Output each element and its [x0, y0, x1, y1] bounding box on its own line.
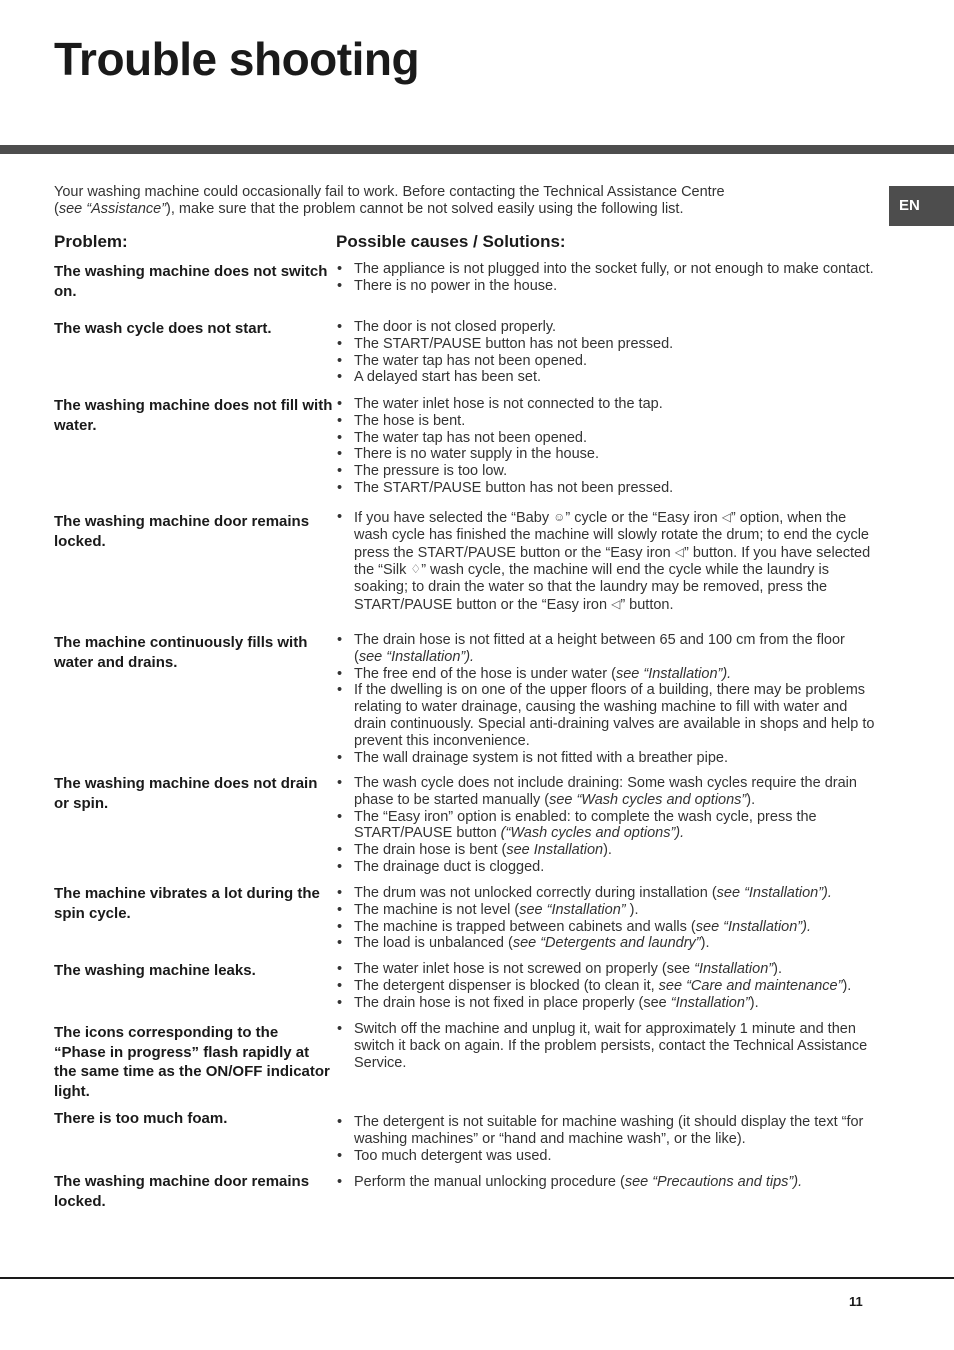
- cause-reference: see Installation: [506, 842, 604, 859]
- cause-fragment: The machine is trapped between cabinets and walls (: [354, 918, 696, 935]
- causes-list: [336, 1174, 876, 1191]
- cause-reference: see “Installation”).: [615, 665, 732, 682]
- cause-fragment: The detergent dispenser is blocked (to clean it,: [354, 977, 659, 994]
- cause-item: [336, 842, 876, 859]
- problem-text: The washing machine door remains locked.: [54, 513, 310, 550]
- iron-icon: ◁: [674, 544, 684, 559]
- problem-text: The machine vibrates a lot during the spin cycle.: [54, 885, 320, 922]
- cause-item: • The appliance is not plugged into the socket fully, or not enough to make contact.: [336, 261, 876, 278]
- cause-item: • The wall drainage system is not fitted with a breather pipe.: [336, 750, 876, 767]
- cause-fragment: ” wash cycle, the machine will end the cycle while the laundry is soaking; to drain the water so that the laundry may be removed, press the START/PAUSE button or the “Easy iron: [354, 562, 829, 613]
- cause-fragment: If you have selected the “Baby: [354, 510, 554, 526]
- intro-reference: see “Assistance”: [58, 201, 167, 217]
- cause-fragment: ” button.: [620, 596, 674, 613]
- cause-item: [336, 809, 876, 843]
- cause-fragment: ” button. If you have selected the “Silk: [354, 544, 871, 579]
- cause-item: • There is no power in the house.: [336, 278, 876, 295]
- cause-reference: “Installation”: [694, 961, 774, 977]
- cause-fragment: The wash cycle does not include draining: Some wash cycles require the drain phase to be started manually (: [354, 775, 857, 808]
- cause-fragment: ).: [746, 791, 756, 808]
- problem-column-heading: Problem:: [54, 232, 128, 251]
- intro-line-1: Your washing machine could occasionally fail to work. Before contacting the Technical Assistance Centre: [54, 184, 725, 200]
- cause-reference: see “Installation”: [519, 901, 626, 918]
- cause-item: • Too much detergent was used.: [336, 1148, 876, 1165]
- cause-reference: see “Wash cycles and options”: [549, 791, 747, 808]
- cause-item: [336, 509, 876, 614]
- causes-list: [336, 396, 876, 497]
- problem-text: There is too much foam.: [54, 1110, 228, 1127]
- causes-list: [336, 319, 876, 386]
- causes-list: [336, 509, 876, 614]
- language-tab: EN: [889, 186, 954, 226]
- intro-line-2: ), make sure that the problem cannot be not solved easily using the following list.: [166, 201, 684, 217]
- footer-divider: [0, 1277, 954, 1279]
- cause-fragment: ).: [773, 961, 782, 977]
- cause-fragment: The drum was not unlocked correctly during installation (: [354, 885, 717, 901]
- baby-icon: ☺: [553, 510, 566, 524]
- iron-icon: ◁: [721, 510, 731, 524]
- cause-item: • There is no water supply in the house.: [336, 446, 876, 463]
- cause-fragment: ” cycle or the “Easy iron: [565, 510, 722, 526]
- causes-list: [336, 261, 876, 295]
- cause-fragment: The load is unbalanced (: [354, 935, 513, 952]
- problem-text: The washing machine does not drain or spin.: [54, 775, 318, 812]
- cause-item: [336, 961, 876, 978]
- problem-text: The washing machine does not fill with water.: [54, 397, 333, 434]
- cause-item: • A delayed start has been set.: [336, 369, 876, 386]
- cause-fragment: The free end of the hose is under water (: [354, 665, 616, 682]
- cause-fragment: The machine is not level (: [354, 901, 520, 918]
- causes-list: [336, 885, 876, 952]
- cause-item: [336, 995, 876, 1012]
- cause-item: • The START/PAUSE button has not been pressed.: [336, 480, 876, 497]
- cause-reference: see “Detergents and laundry”: [512, 935, 701, 952]
- cause-reference: see “Installation”).: [358, 648, 475, 665]
- cause-fragment: The drain hose is not fixed in place properly (see: [354, 994, 671, 1011]
- cause-reference: (“Wash cycles and options”).: [500, 825, 685, 842]
- causes-column-heading: Possible causes / Solutions:: [336, 232, 566, 251]
- page-title: Trouble shooting: [54, 33, 420, 85]
- causes-list: [336, 1114, 876, 1164]
- intro-open-paren: (: [54, 201, 59, 217]
- cause-item: • If the dwelling is on one of the upper floors of a building, there may be problems relating to water drainage, causing the washing machine to fill with water and drain continuously. Special anti-draining valves are available in shops and help to prevent this inconvenience.: [336, 682, 876, 749]
- problem-text: The washing machine leaks.: [54, 962, 256, 979]
- cause-item: • The door is not closed properly.: [336, 319, 876, 336]
- cause-reference: “Installation”: [670, 994, 750, 1011]
- problem-text: The washing machine does not switch on.: [54, 263, 328, 300]
- cause-reference: see “Precautions and tips”).: [624, 1174, 803, 1190]
- cause-fragment: The “Easy iron” option is enabled: to complete the wash cycle, press the START/PAUSE button: [354, 808, 817, 842]
- cause-fragment: The water inlet hose is not screwed on properly (see: [354, 961, 695, 977]
- cause-fragment: The drain hose is bent (: [354, 842, 507, 859]
- cause-item: [336, 902, 876, 919]
- cause-item: • The water inlet hose is not connected to the tap.: [336, 396, 876, 413]
- title-divider: [0, 145, 954, 154]
- cause-item: • The pressure is too low.: [336, 463, 876, 480]
- iron-icon: ◁: [611, 596, 621, 611]
- cause-fragment: Perform the manual unlocking procedure (: [354, 1174, 625, 1190]
- problem-text: The wash cycle does not start.: [54, 320, 272, 337]
- cause-fragment: ).: [842, 977, 852, 994]
- cause-fragment: The drain hose is not fitted at a height between 65 and 100 cm from the floor (: [354, 632, 845, 665]
- causes-list: [336, 632, 876, 766]
- cause-item: [336, 935, 876, 952]
- cause-fragment: ).: [603, 842, 612, 859]
- cause-item: • The drainage duct is clogged.: [336, 859, 876, 876]
- causes-list: [336, 775, 876, 876]
- cause-fragment: ).: [749, 994, 759, 1011]
- problem-text: The washing machine door remains locked.: [54, 1173, 310, 1210]
- cause-item: [336, 1174, 876, 1191]
- cause-item: • The START/PAUSE button has not been pressed.: [336, 336, 876, 353]
- cause-fragment: ).: [700, 935, 710, 952]
- cause-item: [336, 885, 876, 902]
- cause-item: [336, 775, 876, 809]
- cause-item: [336, 978, 876, 995]
- problem-text: The icons corresponding to the “Phase in progress” flash rapidly at the same time as the ON/OFF indicator light.: [54, 1024, 330, 1100]
- causes-list: [336, 1021, 876, 1071]
- causes-list: [336, 961, 876, 1011]
- cause-reference: see “Installation”).: [695, 918, 811, 935]
- cause-item: • The hose is bent.: [336, 413, 876, 430]
- cause-item: [336, 632, 876, 666]
- cause-item: [336, 919, 876, 936]
- page-number: 11: [849, 1294, 863, 1309]
- silk-icon: ♢: [410, 562, 422, 577]
- cause-item: • The water tap has not been opened.: [336, 430, 876, 447]
- cause-item: • Switch off the machine and unplug it, wait for approximately 1 minute and then switch it back on again. If the problem persists, contact the Technical Assistance Service.: [336, 1021, 876, 1071]
- cause-fragment: ” option, when the wash cycle has finished the machine will slowly rotate the drum; to end the cycle press the START/PAUSE button or the “Easy iron: [354, 510, 869, 561]
- cause-reference: see “Care and maintenance”: [658, 977, 843, 994]
- cause-reference: see “Installation”).: [716, 885, 832, 901]
- intro-paragraph: [54, 184, 774, 218]
- cause-item: • The water tap has not been opened.: [336, 353, 876, 370]
- problem-text: The machine continuously fills with water and drains.: [54, 634, 308, 671]
- cause-item: • The detergent is not suitable for machine washing (it should display the text “for washing machines” or “hand and machine wash”, or the like).: [336, 1114, 876, 1148]
- cause-fragment: ).: [625, 901, 639, 918]
- cause-item: [336, 666, 876, 683]
